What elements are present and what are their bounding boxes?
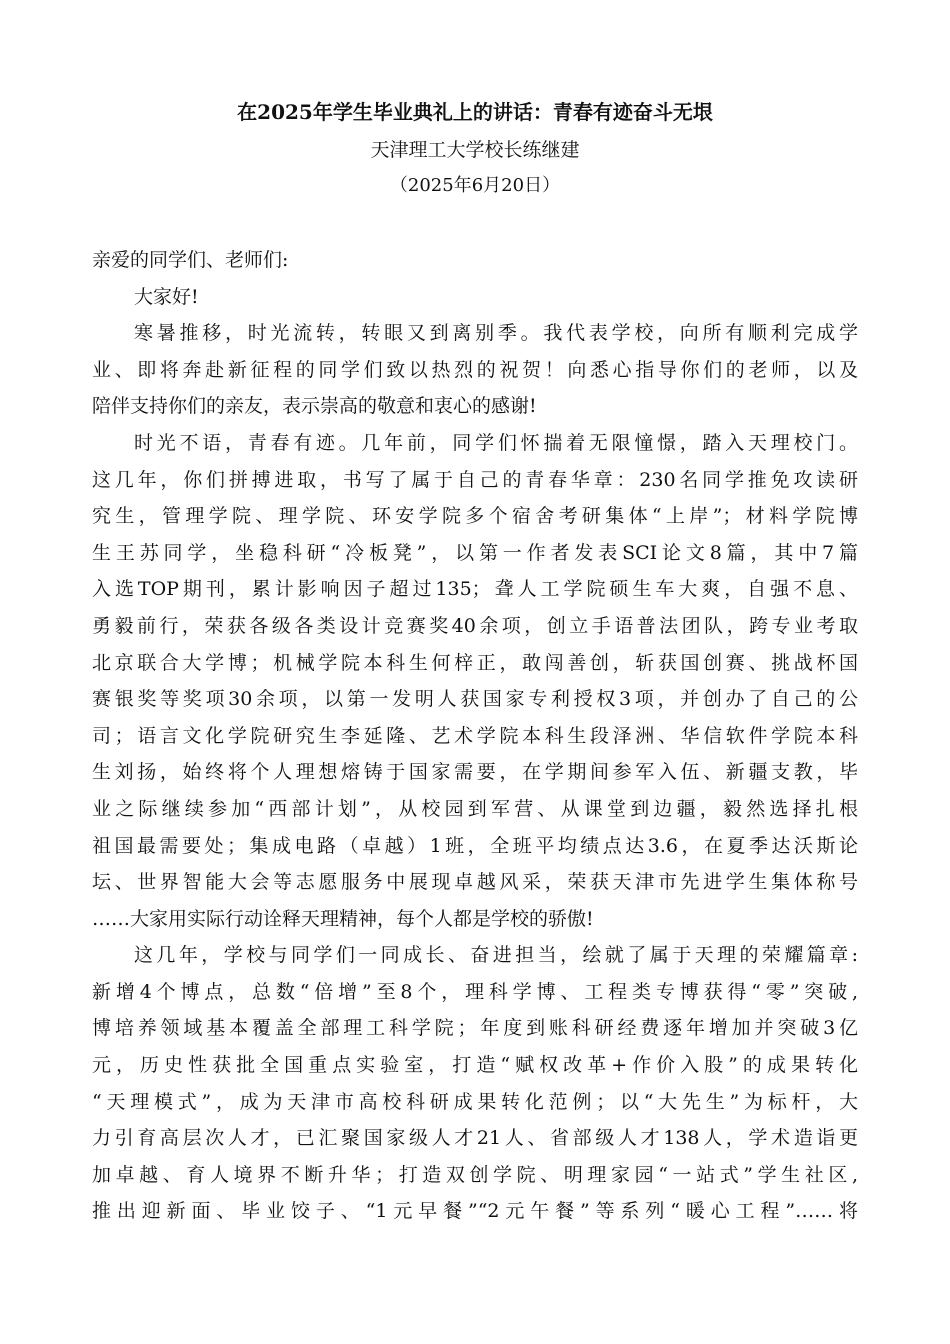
document-body: [92, 242, 858, 1230]
paragraph-line: “天理模式”，成为天津市高校科研成果转化范例；以“大先生”为标杆，大: [92, 1090, 858, 1113]
paragraph-line: 勇毅前行，荣获各级各类设计竞赛奖40余项，创立手语普法团队，跨专业考取: [92, 614, 858, 637]
document-date: （2025年6月20日）: [389, 175, 561, 196]
paragraph-line: 北京联合大学博；机械学院本科生何梓正，敢闯善创，斩获国创赛、挑战杯国: [92, 651, 858, 674]
document-page: [92, 0, 858, 1344]
paragraph-line: 业之际继续参加“西部计划”，从校园到军营、从课堂到边疆，毅然选择扎根: [92, 797, 858, 820]
paragraph-line: 加卓越、育人境界不断升华；打造双创学院、明理家园“一站式”学生社区,: [92, 1163, 858, 1186]
paragraph-1: [92, 315, 858, 425]
paragraph-line: 生王苏同学，坐稳科研“冷板凳”，以第一作者发表SCI论文8篇，其中7篇: [92, 541, 858, 564]
paragraph-line: 祖国最需要处；集成电路（卓越）1班，全班平均绩点达3.6，在夏季达沃斯论: [92, 834, 858, 857]
paragraph-line: 坛、世界智能大会等志愿服务中展现卓越风采，荣获天津市先进学生集体称号: [92, 871, 858, 894]
paragraph-3: [92, 937, 858, 1230]
paragraph-line: 究生，管理学院、理学院、环安学院多个宿舍考研集体“上岸”；材料学院博: [92, 505, 858, 528]
paragraph-line: 新增4个博点，总数“倍增”至8个，理科学博、工程类专博获得“零”突破,: [92, 980, 858, 1003]
paragraph-line: 时光不语，青春有迹。几年前，同学们怀揣着无限憧憬，踏入天理校门。: [134, 431, 858, 454]
paragraph-line: 业、即将奔赴新征程的同学们致以热烈的祝贺！向悉心指导你们的老师，以及: [92, 358, 858, 381]
paragraph-line: 博培养领域基本覆盖全部理工科学院；年度到账科研经费逐年增加并突破3亿: [92, 1017, 858, 1040]
paragraph-line: ……大家用实际行动诠释天理精神，每个人都是学校的骄傲!: [92, 907, 594, 930]
document-author: 天津理工大学校长练继建: [370, 139, 580, 161]
paragraph-2: [92, 425, 858, 937]
paragraph-line: 司；语言文化学院研究生李延隆、艺术学院本科生段泽洲、华信软件学院本科: [92, 724, 858, 747]
paragraph-line: 入选TOP期刊，累计影响因子超过135；聋人工学院硕生车大爽，自强不息、: [92, 578, 858, 601]
paragraph-line: 陪伴支持你们的亲友，表示崇高的敬意和衷心的感谢!: [92, 395, 537, 418]
document-title: 在2025年学生毕业典礼上的讲话：青春有迹奋斗无垠: [237, 100, 713, 124]
paragraph-line: 元，历史性获批全国重点实验室，打造“赋权改革+作价入股”的成果转化: [92, 1054, 858, 1077]
paragraph-line: 寒暑推移，时光流转，转眼又到离别季。我代表学校，向所有顺利完成学: [134, 322, 858, 345]
salutation: 亲爱的同学们、老师们:: [92, 249, 289, 271]
paragraph-line: 生刘扬，始终将个人理想熔铸于国家需要，在学期间参军入伍、新疆支教，毕: [92, 761, 858, 784]
paragraph-line: 赛银奖等奖项30余项，以第一发明人获国家专利授权3项，并创办了自己的公: [92, 688, 858, 711]
paragraph-line: 力引育高层次人才，已汇聚国家级人才21人、省部级人才138人，学术造诣更: [92, 1127, 858, 1150]
paragraph-line: 这几年，你们拼搏进取，书写了属于自己的青春华章：230名同学推免攻读研: [92, 468, 858, 491]
greeting: 大家好!: [134, 285, 199, 308]
paragraph-line: 这几年，学校与同学们一同成长、奋进担当，绘就了属于天理的荣耀篇章:: [134, 944, 858, 967]
paragraph-line: 推出迎新面、毕业饺子、“1元早餐”“2元午餐”等系列“暖心工程”……将: [92, 1200, 858, 1223]
